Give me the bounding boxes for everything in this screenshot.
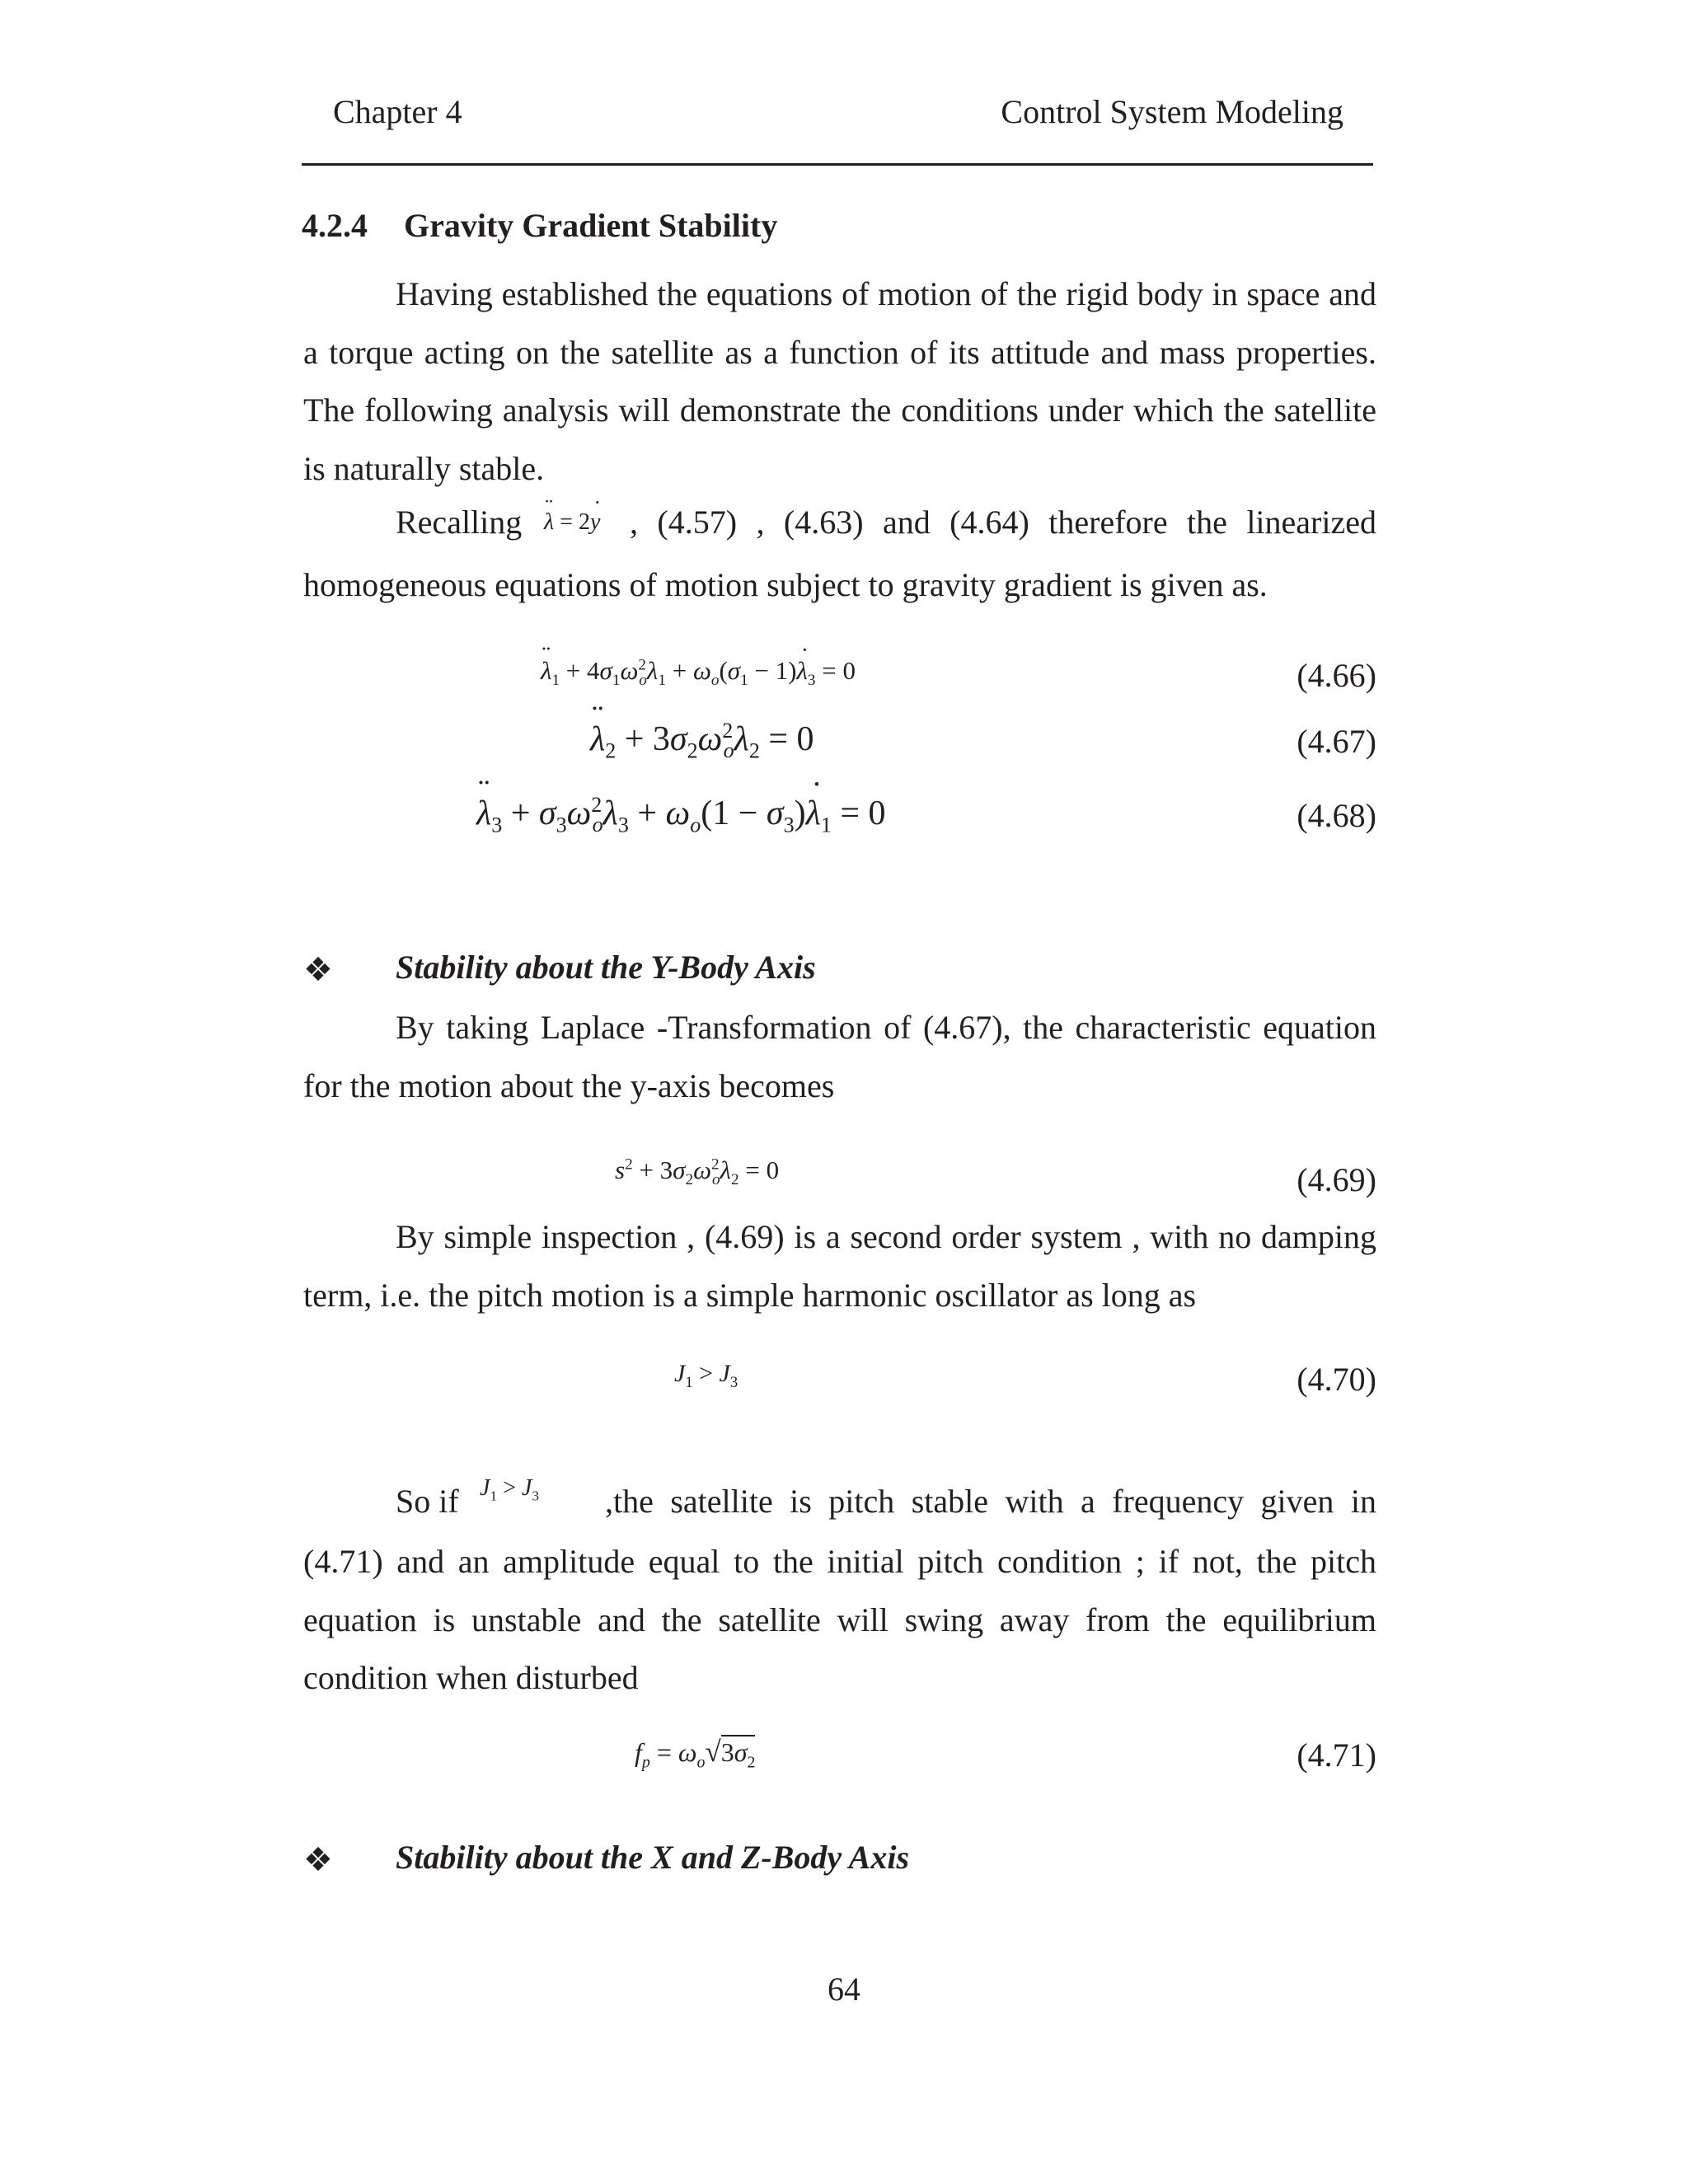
header-divider [302, 163, 1373, 166]
so-if-rest: (4.71) and an amplitude equal to the initial pitch condition ; if not, the pitch equation is unstable and the satellite will swing away from the equilibrium condition when disturbed [303, 1543, 1376, 1696]
equation-number-4-67: (4.67) [1296, 723, 1376, 760]
section-number: 4.2.4 [302, 207, 368, 244]
section-title: Gravity Gradient Stability [404, 207, 778, 244]
equation-4-71: $f_p = \omega_o√3\sigma_2$ [635, 1736, 756, 1772]
intro-text: Having established the equations of motion of the rigid body in space and a torque acting on the satellite as a function of its attitude and mass properties. The following analysis will demonstrate the conditions under which the satellite is naturally stable. [303, 275, 1376, 487]
recalling-prefix: Recalling [396, 504, 523, 541]
equation-4-66: ¨ $\lambda_1 + 4\sigma_1\omega^2_o\lambda_1 + \omega_o(\sigma_1$ − 1)˙ $\lambda_3 = 0$ [541, 656, 856, 690]
equation-number-4-66: (4.66) [1296, 657, 1376, 694]
y-axis-heading: Stability about the Y-Body Axis [396, 949, 816, 986]
equation-number-4-68: (4.68) [1296, 797, 1376, 834]
xz-axis-heading: Stability about the X and Z-Body Axis [396, 1839, 910, 1876]
equation-number-4-70: (4.70) [1296, 1361, 1376, 1398]
laplace-paragraph [303, 999, 1376, 1115]
lambda-relation-inline: ¨ λ = 2˙ y [544, 509, 600, 536]
inspection-paragraph [303, 1208, 1376, 1324]
so-if-line1: ,the satellite is pitch stable with a frequency given in [605, 1483, 1376, 1520]
chapter-title: Control System Modeling [1001, 93, 1343, 130]
recalling-suffix: , (4.57) , (4.63) and (4.64) therefore the linearized [630, 504, 1376, 541]
equation-number-4-69: (4.69) [1296, 1161, 1376, 1198]
so-if-prefix: So if [396, 1483, 459, 1520]
equation-4-69: $s^2 + 3\sigma_2\omega^2_o\lambda_2 = 0$ [615, 1155, 780, 1189]
chapter-label: Chapter 4 [333, 93, 462, 130]
inspection-text: By simple inspection , (4.69) is a second order system , with no damping term, i.e. the pitch motion is a simple harmonic oscillator as long as [303, 1218, 1376, 1314]
recalling-line2: homogeneous equations of motion subject to gravity gradient is given as. [303, 566, 1268, 603]
inertia-condition-inline: $J_1 > J_3$ [480, 1475, 540, 1504]
intro-paragraph [303, 265, 1376, 498]
diamond-bullet-icon-2: ❖ [303, 1841, 333, 1879]
equation-4-70: $J_1 > J_3$ [674, 1360, 738, 1391]
equation-number-4-71: (4.71) [1296, 1736, 1376, 1774]
equation-4-68: ¨ $\lambda_3 + \sigma_3\omega^2_o\lambda_3 + \omega_o(1$ − $\sigma_3)˙$ $\lambda_1 = 0$ [476, 793, 886, 837]
page-number: 64 [828, 1971, 860, 2008]
equation-4-67: ¨ $\lambda_2 + 3\sigma_2\omega^2_o\lambda_2 = 0$ [590, 719, 814, 763]
diamond-bullet-icon: ❖ [303, 951, 333, 989]
laplace-text: By taking Laplace -Transformation of (4.67), the characteristic equation for the motion about the y-axis becomes [303, 1009, 1376, 1104]
